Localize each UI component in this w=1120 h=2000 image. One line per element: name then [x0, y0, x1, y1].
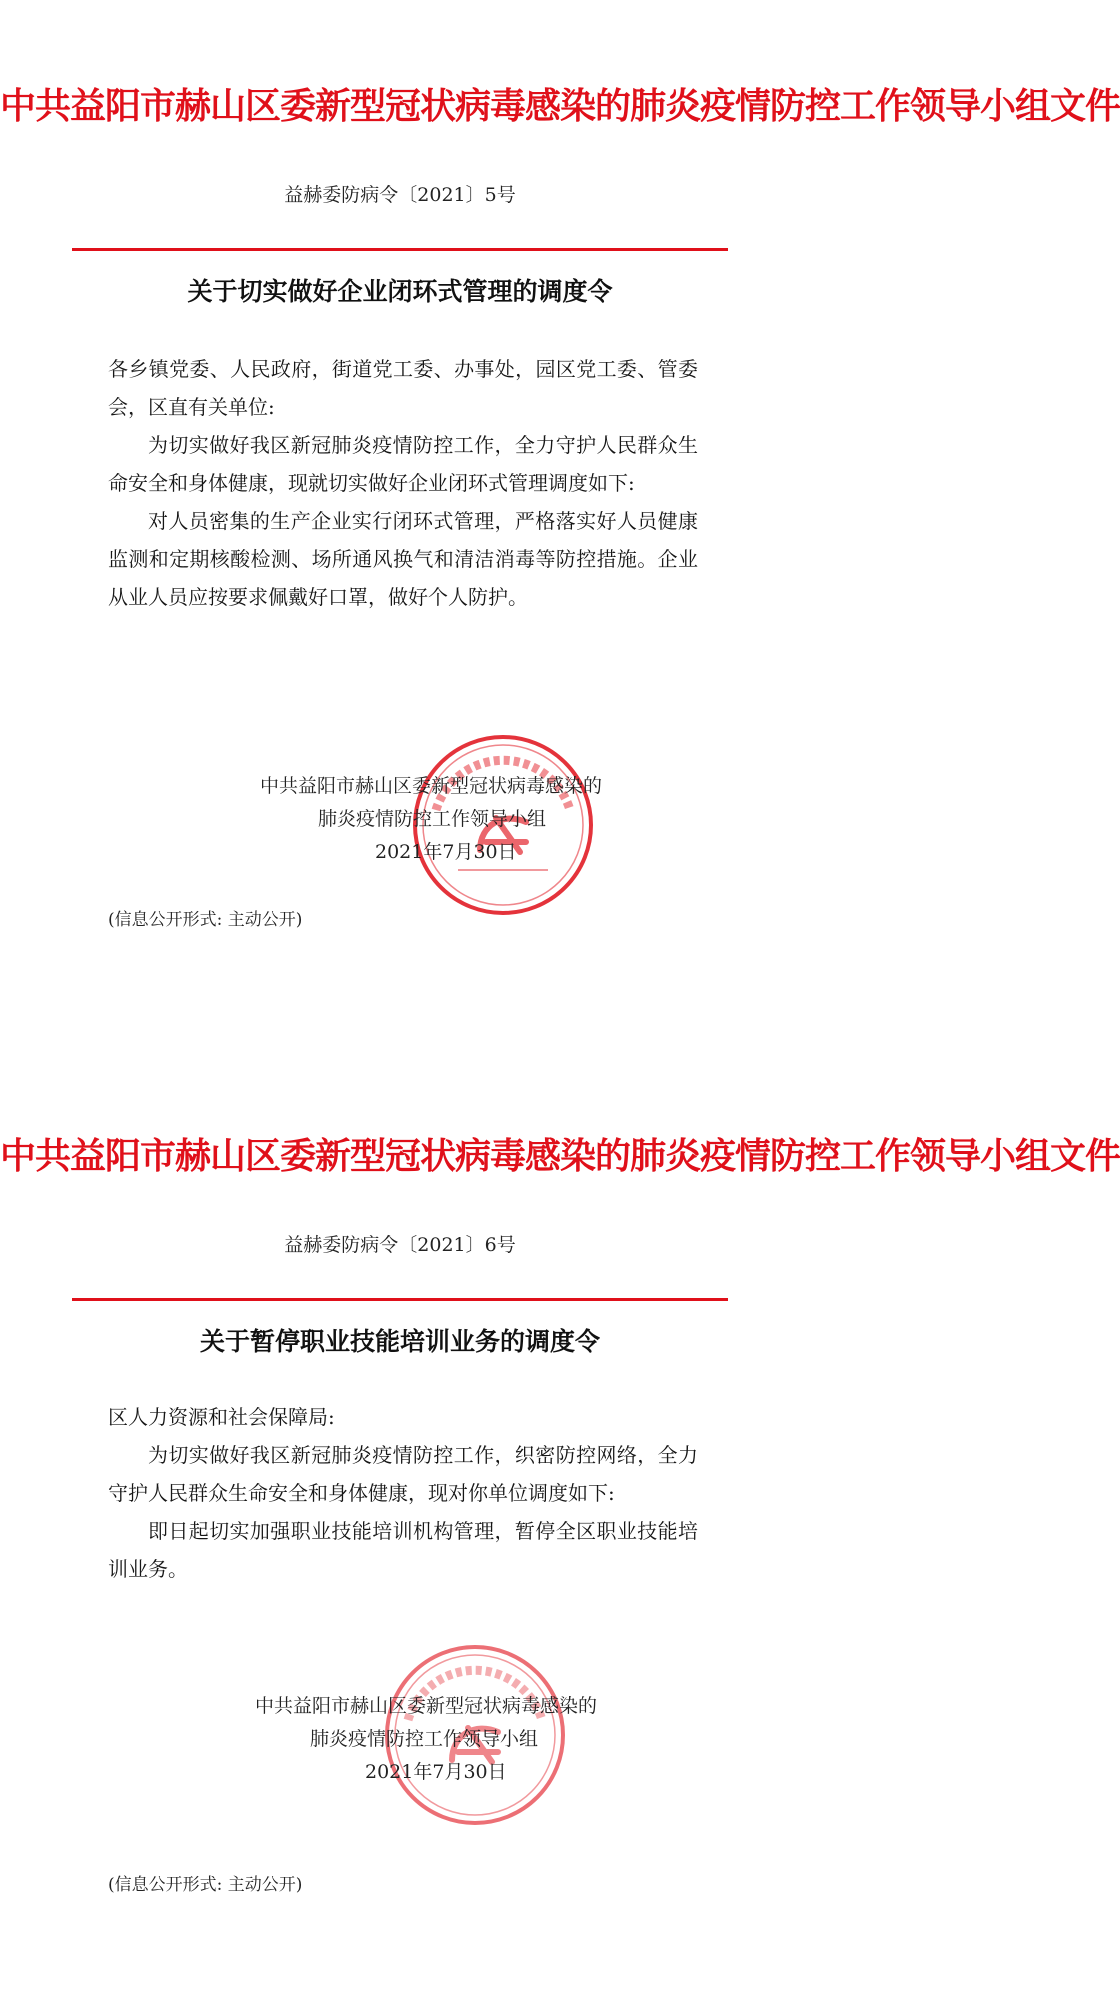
document-body: [108, 1398, 698, 1588]
signature-block: [250, 770, 670, 869]
signature-org-line2: 肺炎疫情防控工作领导小组: [318, 808, 547, 830]
red-rule: [72, 248, 728, 251]
document-number: 益赫委防病令〔2021〕6号: [284, 1234, 516, 1256]
red-rule: [72, 1298, 728, 1301]
body-paragraph: 为切实做好我区新冠肺炎疫情防控工作，全力守护人民群众生命安全和身体健康，现就切实做好企业闭环式管理调度如下:: [108, 433, 698, 495]
signature-date: 2021年7月30日: [375, 841, 517, 863]
document-header: 中共益阳市赫山区委新型冠状病毒感染的肺炎疫情防控工作领导小组文件: [0, 85, 1120, 127]
addressee-paragraph: 各乡镇党委、人民政府，街道党工委、办事处，园区党工委、管委会，区直有关单位:: [108, 357, 698, 419]
signature-block: [250, 1690, 670, 1789]
signature-org-line1: 中共益阳市赫山区委新型冠状病毒感染的: [260, 775, 603, 797]
document-body: [108, 350, 698, 616]
body-paragraph: 为切实做好我区新冠肺炎疫情防控工作，织密防控网络，全力守护人民群众生命安全和身体健康，现对你单位调度如下:: [108, 1443, 698, 1505]
signature-org-line1: 中共益阳市赫山区委新型冠状病毒感染的: [255, 1695, 598, 1717]
addressee-paragraph: 区人力资源和社会保障局:: [108, 1405, 335, 1429]
body-paragraph: 即日起切实加强职业技能培训机构管理，暂停全区职业技能培训业务。: [108, 1519, 698, 1581]
disclosure-note: (信息公开形式: 主动公开): [108, 1875, 303, 1895]
document-title: 关于切实做好企业闭环式管理的调度令: [187, 277, 613, 306]
signature-date: 2021年7月30日: [365, 1761, 507, 1783]
document-number: 益赫委防病令〔2021〕5号: [284, 184, 516, 206]
disclosure-note: (信息公开形式: 主动公开): [108, 910, 303, 930]
document-header: 中共益阳市赫山区委新型冠状病毒感染的肺炎疫情防控工作领导小组文件: [0, 1135, 1120, 1177]
document-title: 关于暂停职业技能培训业务的调度令: [199, 1327, 600, 1356]
body-paragraph: 对人员密集的生产企业实行闭环式管理，严格落实好人员健康监测和定期核酸检测、场所通风换气和清洁消毒等防控措施。企业从业人员应按要求佩戴好口罩，做好个人防护。: [108, 509, 698, 609]
document-2: [0, 1000, 1120, 2000]
signature-org-line2: 肺炎疫情防控工作领导小组: [310, 1728, 539, 1750]
